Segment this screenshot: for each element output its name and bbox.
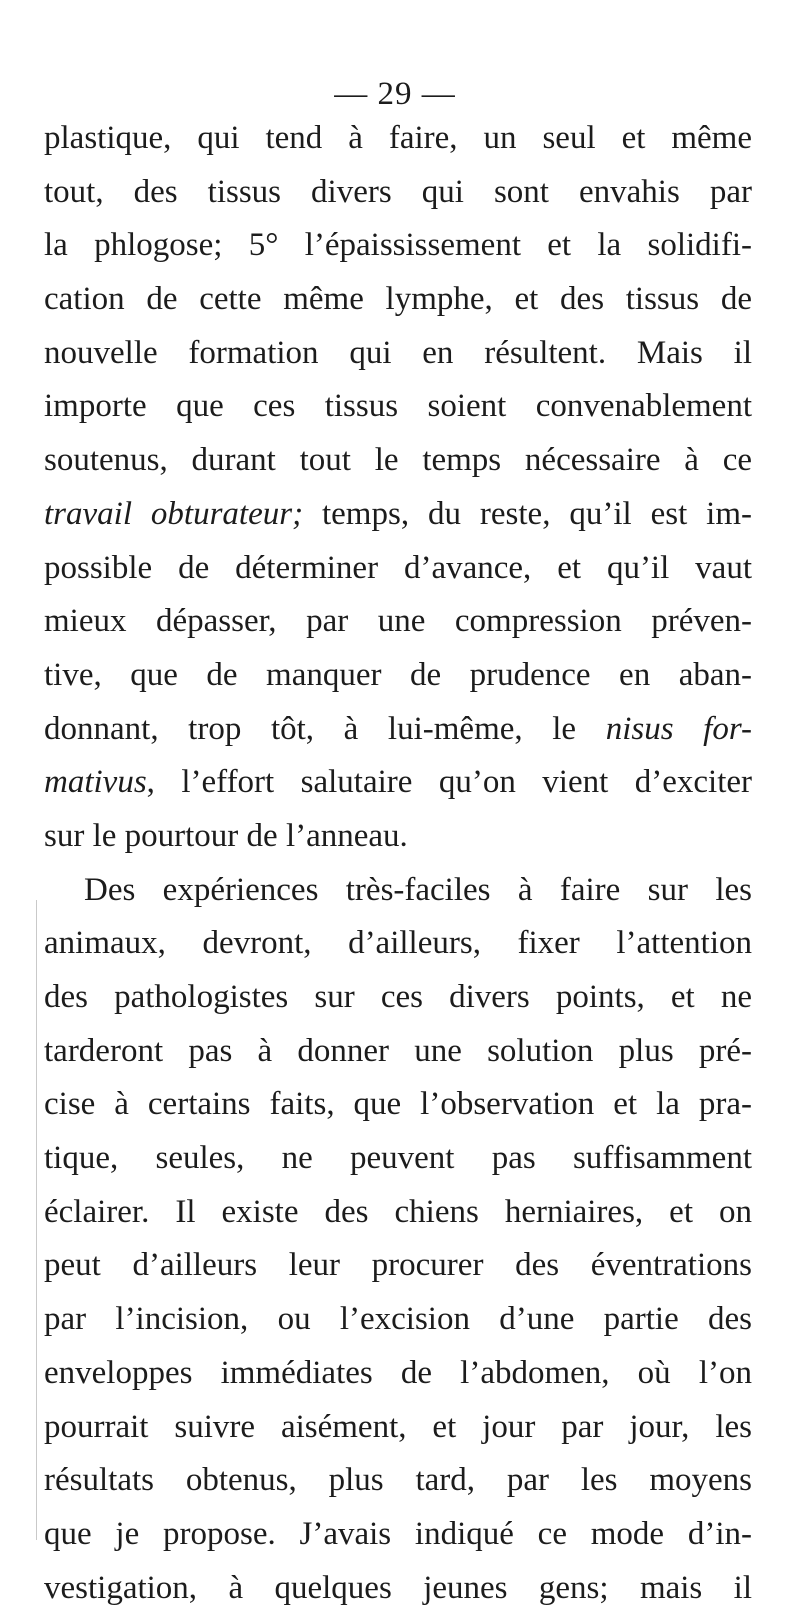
text-line: des pathologistes sur ces divers points, et ne [44,979,752,1015]
text-line: sur le pourtour de l’anneau. [44,817,408,854]
text-line: enveloppes immédiates de l’abdomen, où l’on [44,1354,752,1391]
paragraph-1 [44,112,752,864]
text-line: tique, seules, ne peuvent pas suffisamment [44,1140,752,1177]
text-line: que je propose. J’avais indiqué ce mode d’in- [44,1515,752,1552]
text-line: tout, des tissus divers qui sont envahis par [44,173,752,210]
text-line: tarderont pas à donner une solution plus pré- [44,1032,752,1069]
text-line: plastique, qui tend à faire, un seul et même [44,120,752,156]
text-line: par l’incision, ou l’excision d’une partie des [44,1301,752,1338]
text-line: nouvelle formation qui en résultent. Mais il [44,334,752,371]
paragraph-2 [44,864,752,1615]
text-line: vestigation, à quelques jeunes gens; mais il [44,1569,752,1606]
text-line: pourrait suivre aisément, et jour par jour, les [44,1408,752,1445]
text-line: cise à certains faits, que l’observation et la pra- [44,1086,752,1123]
page-number: — 29 — [334,76,456,112]
text-line: mieux dépasser, par une compression préven- [44,603,752,640]
text-line [44,703,752,757]
text-line: tive, que de manquer de prudence en aban- [44,656,752,693]
margin-rule [36,900,37,1540]
text-run: donnant, trop tôt, à lui-même, le [44,710,606,747]
text-line: importe que ces tissus soient convenablement [44,388,752,425]
text-line: peut d’ailleurs leur procurer des éventrations [44,1247,752,1284]
italic-term: travail obturateur; [44,495,304,532]
italic-term: nisus for- [605,710,752,747]
text-line [44,488,752,542]
text-line: possible de déterminer d’avance, et qu’il vaut [44,549,752,586]
text-line: la phlogose; 5° l’épaississement et la solidifi- [44,227,752,264]
text-line: cation de cette même lymphe, et des tissus de [44,281,752,318]
text-line: éclairer. Il existe des chiens herniaires, et on [44,1193,752,1230]
text-run: temps, du reste, qu’il est im- [303,495,752,532]
body-text [44,112,752,1615]
text-line: animaux, devront, d’ailleurs, fixer l’attention [44,925,752,962]
text-line: Des expériences très-faciles à faire sur les [84,871,752,908]
text-run: , l’effort salutaire qu’on vient d’exciter [146,764,752,801]
italic-term: mativus [44,764,147,801]
text-line [44,756,752,810]
text-line: résultats obtenus, plus tard, par les moyens [44,1462,752,1499]
text-line: soutenus, durant tout le temps nécessaire à ce [44,442,752,479]
